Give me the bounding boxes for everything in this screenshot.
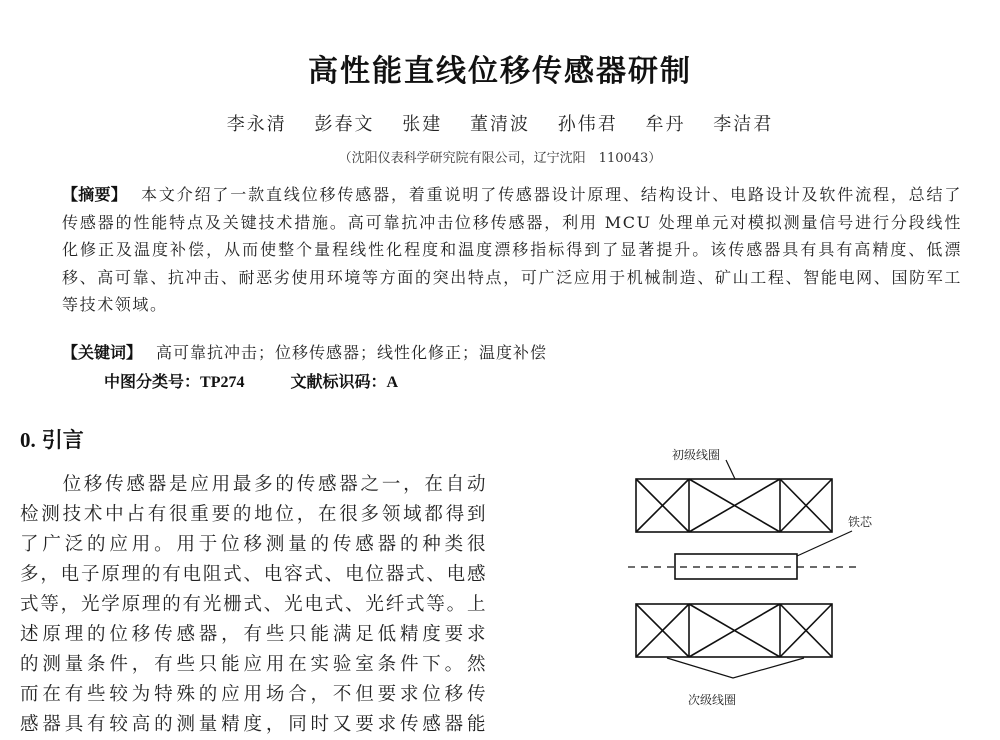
text-line: 式等，光学原理的有光栅式、光电式、光纤式等。上: [20, 594, 486, 615]
primary-coil-shape: [636, 479, 832, 532]
section-title: 引言: [41, 428, 84, 452]
author: 李洁君: [713, 114, 774, 135]
paper-title: 高性能直线位移传感器研制: [308, 54, 692, 89]
secondary-coil-label: 次级线圈: [688, 693, 737, 707]
section-heading: [20, 424, 84, 454]
secondary-coil-shape: [636, 604, 832, 657]
author: 彭春文: [314, 114, 375, 135]
author: 张建: [402, 114, 443, 135]
keywords-label: 【关键词】: [62, 343, 143, 362]
iron-core-label: 铁芯: [848, 515, 873, 529]
text-line: 感器具有较高的测量精度，同时又要求传感器能: [20, 714, 486, 735]
diagram-svg: [600, 430, 900, 728]
primary-coil-label: 初级线圈: [672, 448, 721, 462]
text-line: 多，电子原理的有电阻式、电容式、电位器式、电感: [20, 564, 486, 585]
author: 李永清: [226, 114, 287, 135]
keywords-text: 高可靠抗冲击；位移传感器；线性化修正；温度补偿: [156, 343, 548, 362]
lvdt-structure-diagram: [600, 430, 900, 728]
author: 孙伟君: [557, 114, 618, 135]
abstract: [62, 181, 962, 319]
text-line: 了广泛的应用。用于位移测量的传感器的种类很: [20, 534, 486, 555]
classification-line: [104, 369, 398, 392]
abstract-label: 【摘要】: [62, 185, 128, 204]
section-number: 0.: [20, 428, 36, 452]
author-list: [0, 110, 1000, 136]
clc-label: 中图分类号：: [104, 372, 201, 391]
keywords: [62, 340, 547, 363]
doc-code-label: 文献标识码：: [290, 372, 387, 391]
author: 董清波: [470, 114, 530, 135]
text-line: 位移传感器是应用最多的传感器之一，在自动: [20, 474, 486, 495]
text-line: 的测量条件，有些只能应用在实验室条件下。然: [20, 654, 486, 675]
clc-code: TP274: [200, 374, 245, 391]
intro-paragraph: [20, 470, 486, 740]
author: 牟丹: [645, 114, 686, 135]
doc-code: A: [386, 374, 399, 391]
text-line: 述原理的位移传感器，有些只能满足低精度要求: [20, 624, 486, 645]
text-line: 而在有些较为特殊的应用场合，不但要求位移传: [20, 684, 486, 705]
text-line: 检测技术中占有很重要的地位，在很多领域都得到: [20, 504, 486, 525]
abstract-text: 本文介绍了一款直线位移传感器，着重说明了传感器设计原理、结构设计、电路设计及软件流程，总结了传感器的性能特点及关键技术措施。高可靠抗冲击位移传感器，利用 MCU 处理单元对模拟测量信号进行分段线性化修正及温度补偿，从而使整个量程线性化程度和温度漂移指标得到了显著提升。该传感器具有具有高精度、低漂移、高可靠、抗冲击、耐恶劣使用环境等方面的突出特点，可广泛应用于机械制造、矿山工程、智能电网、国防军工等技术领域。: [62, 185, 962, 314]
affiliation: （沈阳仪表科学研究院有限公司，辽宁沈阳 110043）: [338, 151, 662, 166]
